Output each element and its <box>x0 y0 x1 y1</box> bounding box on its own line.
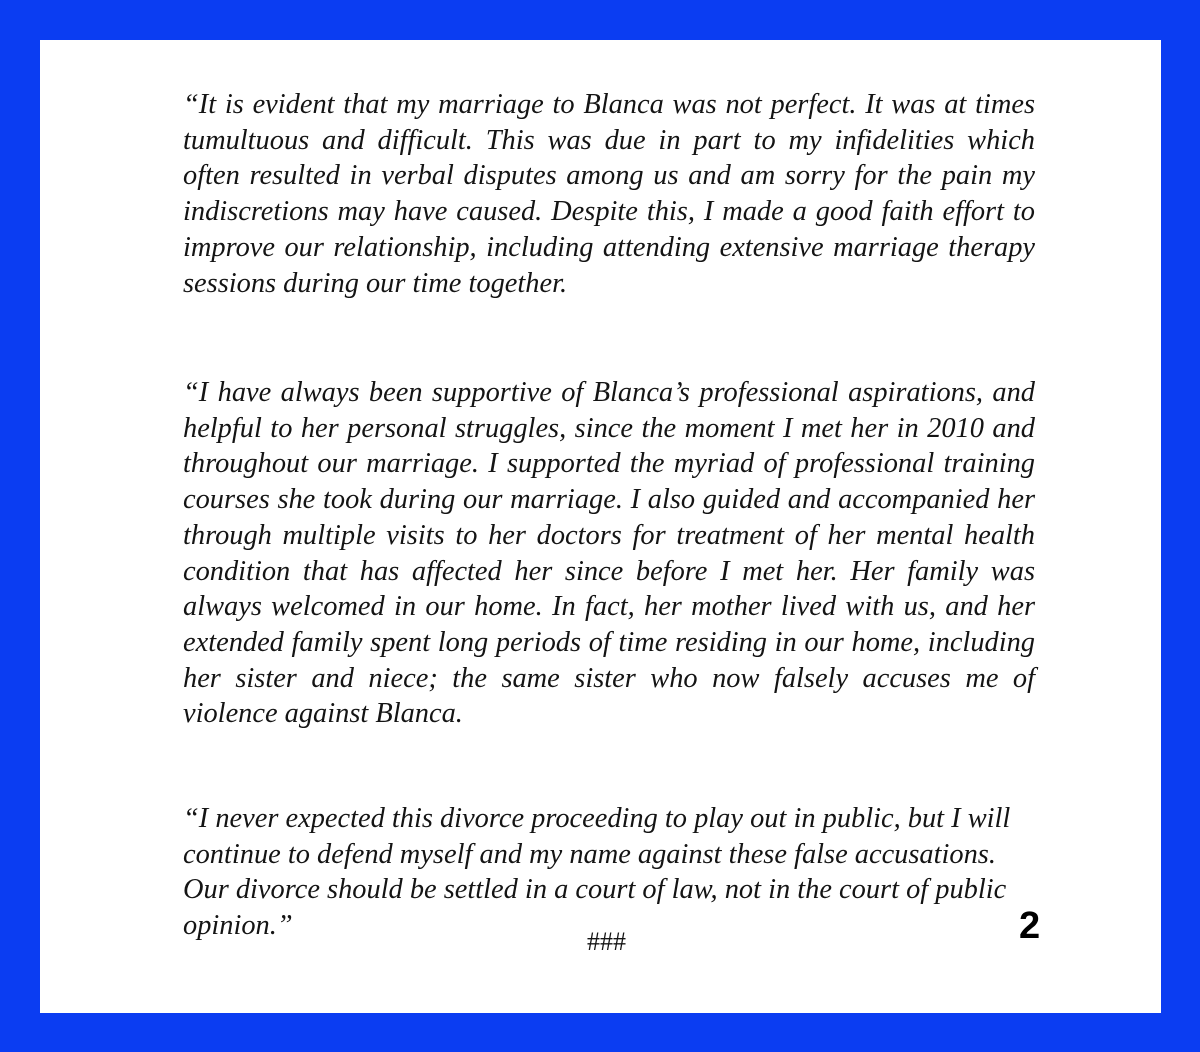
document-page <box>40 40 1161 1013</box>
statement-paragraph-2: “I have always been supportive of Blanca’s professional aspirations, and helpful to her personal struggles, since the moment I met her in 2010 and throughout our marriage. I supported the myriad of professional training courses she took during our marriage. I also guided and accompanied her through multiple visits to her doctors for treatment of her mental health condition that has affected her since before I met her. Her family was always welcomed in our home. In fact, her mother lived with us, and her extended family spent long periods of time residing in our home, including her sister and niece; the same sister who now falsely accuses me of violence against Blanca. <box>183 377 1035 730</box>
end-of-release-mark: ### <box>587 927 626 956</box>
statement-paragraph-3: “I never expected this divorce proceeding to play out in public, but I will continue to defend myself and my name against these false accusations. Our divorce should be settled in a court of law, not in the court of public opinion.” <box>183 803 1011 942</box>
statement-paragraph-1: “It is evident that my marriage to Blanca was not perfect. It was at times tumultuous and difficult. This was due in part to my infidelities which often resulted in verbal disputes among us and am sorry for the pain my indiscretions may have caused. Despite this, I made a good faith effort to improve our relationship, including attending extensive marriage therapy sessions during our time together. <box>183 89 1035 299</box>
page-number: 2 <box>1019 905 1041 947</box>
